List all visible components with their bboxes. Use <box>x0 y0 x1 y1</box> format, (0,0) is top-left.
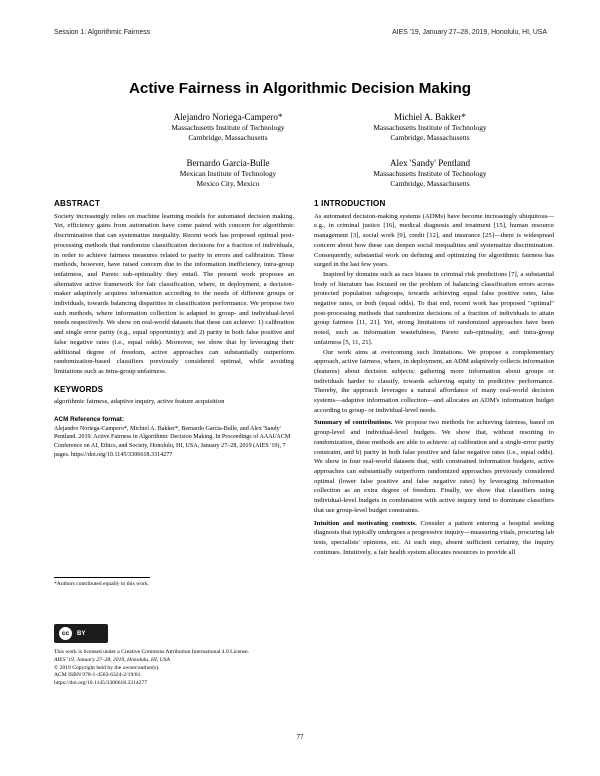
author-affiliation: Massachusetts Institute of Technology <box>171 123 285 132</box>
author-location: Cambridge, Massachusetts <box>390 133 470 143</box>
reference-format-text: Alejandro Noriega-Campero*, Michiel A. Bakker*, Bernardo Garcia-Bulle, and Alex 'Sandy' Pentland. 2019. Active Fairness in Algorithmic Decision Making. In Proceedings of AAAI/ACM Conference on AI, Ethics, and Society, Honolulu, HI, USA, January 27–28, 2019 (AIES '19), 7 pages. https://doi.org/10.1145/3306618.3314277 <box>54 425 291 458</box>
cc-icon: cc <box>59 627 72 640</box>
license-block <box>54 649 294 688</box>
license-line: AIES '19, January 27–28, 2019, Honolulu, HI, USA <box>54 656 170 663</box>
running-header-left: Session 1: Algorithmic Fairness <box>54 29 151 36</box>
author-block <box>128 158 328 190</box>
contributions-paragraph <box>314 418 554 515</box>
author-location: Mexico City, Mexico <box>196 179 260 189</box>
footnote-rule <box>54 577 150 578</box>
abstract-heading: ABSTRACT <box>54 199 101 208</box>
author-affiliation: Massachusetts Institute of Technology <box>373 169 487 178</box>
intro-paragraph: As automated decision-making systems (ADMs) have become increasingly ubiquitous—e.g., in criminal justice [16], medical diagnosis and treatment [15], human resource management [3], social work [9], credit [12], and insurance [25]—there is widespread concern about how these can deepen social inequalities and systematize discrimination. Consequently, substantial work on defining and optimizing for algorithmic fairness has surged in the last few years. <box>314 212 554 269</box>
intro-paragraph: Inspired by domains such as race biases in criminal risk predictions [7], a substantial body of literature has focused on the problem of balancing classification errors across protected population subgroups, towards achieving equal false positive rates, false negative rates, or both (equal odds). To that end, recent work has proposed "optimal" post-processing methods that randomize decisions of a fraction of individuals to attain group fairness [11, 21]. Yet, strong limitations of randomized approaches have been noted, such as information wastefulness, Pareto sub-optimality, and intra-group unfairness [5, 11, 21]. <box>314 270 554 346</box>
abstract-text: Society increasingly relies on machine learning models for automated decision making. Yet, efficiency gains from automation have come paired with concern for algorithmic discrimination that can systematize inequality. Recent work has proposed optimal post-processing methods that randomize classification decisions for a fraction of individuals, in order to achieve fairness measures related to parity in errors and calibration. These methods, however, have raised concern due to the information inefficiency, intra-group unfairness, and Pareto sub-optimality they entail. The present work proposes an alternative active framework for fair classification, where, in deployment, a decision-maker adaptively acquires information according to the needs of different groups or individuals, towards balancing disparities in classification performance. We propose two such methods, where information collection is adapted to group- and individual-level needs respectively. We show on real-world datasets that these can achieve: 1) calibration and single error parity (e.g., equal opportunity); and 2) parity in both false positive and false negative rates (i.e., equal odds). Moreover, we show that by leveraging their additional degree of freedom, active approaches can substantially outperform randomization-based classifiers previously considered optimal, while avoiding limitations such as intra-group unfairness. <box>54 212 294 375</box>
page-number: 77 <box>296 734 304 741</box>
author-name: Alejandro Noriega-Campero* <box>173 112 283 122</box>
license-line: https://doi.org/10.1145/3306618.3314277 <box>54 680 148 687</box>
contributions-lead: Summary of contributions. <box>314 419 393 427</box>
creative-commons-badge <box>54 624 108 643</box>
motivation-text: Consider a patient entering a hospital seeking diagnosis that typically undergoes a progressive inquiry—measuring vitals, procuring lab tests, specialists' opinions, etc. At each step, absent sufficient certainty, the inquiry continues. Intuitively, a fair health system allocates resources to provide all <box>314 519 555 556</box>
keywords-heading: KEYWORDS <box>54 384 104 394</box>
paper-title: Active Fairness in Algorithmic Decision Making <box>128 80 472 97</box>
author-location: Cambridge, Massachusetts <box>390 179 470 189</box>
reference-format-heading: ACM Reference format: <box>54 416 124 424</box>
right-column <box>314 199 554 557</box>
author-name: Michiel A. Bakker* <box>394 112 466 122</box>
keywords-text: algorithmic fairness, adaptive inquiry, active feature acquisition <box>54 398 225 406</box>
by-attribution-icon: BY <box>77 630 86 637</box>
license-line: This work is licensed under a Creative Commons Attribution International 4.0 License. <box>54 649 249 655</box>
motivation-paragraph <box>314 519 554 558</box>
author-location: Cambridge, Massachusetts <box>188 133 268 143</box>
intro-paragraph: Our work aims at overcoming such limitations. We propose a complementary approach, active fairness, where, in deployment, an ADM adaptively collects information (features) about decision subjects; gathering more information about groups or individuals harder to classify, towards achieving equity in predictive performance. Thereby, the approach leverages a natural affordance of many real-world decision systems—adaptive information collection—and allocates an ADM's information budget according to group- or individual-level needs. <box>314 348 554 414</box>
author-name: Alex 'Sandy' Pentland <box>389 158 471 168</box>
contributions-text: We propose two methods for achieving fairness, based on group-level and individual-level budgets. We show that, without resorting to randomization, these methods are able to achieve: a) calibration and a single-error parity constraint, and b) parity in both false positive and false negative rates (i.e., equal odds). We show in four real-world datasets that, with constrained information budgets, active approaches can substantially outperform randomized approaches previously considered optimal (lower false positive and false negative rates) by leveraging information collection as an extra degree of freedom. Finally, we show that classifiers using individual-level budgets in combination with active inquiry tend to dominate classifiers that use group-level budget constraints. <box>314 419 554 514</box>
author-block <box>128 112 328 144</box>
motivation-lead: Intuition and motivating contexts. <box>314 519 417 527</box>
license-line: © 2019 Copyright held by the owner/author(s). <box>54 664 160 671</box>
introduction-heading: 1 INTRODUCTION <box>314 199 386 208</box>
license-line: ACM ISBN 978-1-4503-6324-2/19/01. <box>54 672 142 679</box>
author-name: Bernardo Garcia-Bulle <box>186 158 270 168</box>
running-header-right: AIES '19, January 27–28, 2019, Honolulu, HI, USA <box>392 29 547 36</box>
author-affiliation: Mexican Institute of Technology <box>179 169 277 178</box>
left-column <box>54 199 294 460</box>
footnote: *Authors contributed equally to this work. <box>54 581 150 587</box>
author-block <box>330 112 530 144</box>
author-block <box>330 158 530 190</box>
author-affiliation: Massachusetts Institute of Technology <box>373 123 487 132</box>
